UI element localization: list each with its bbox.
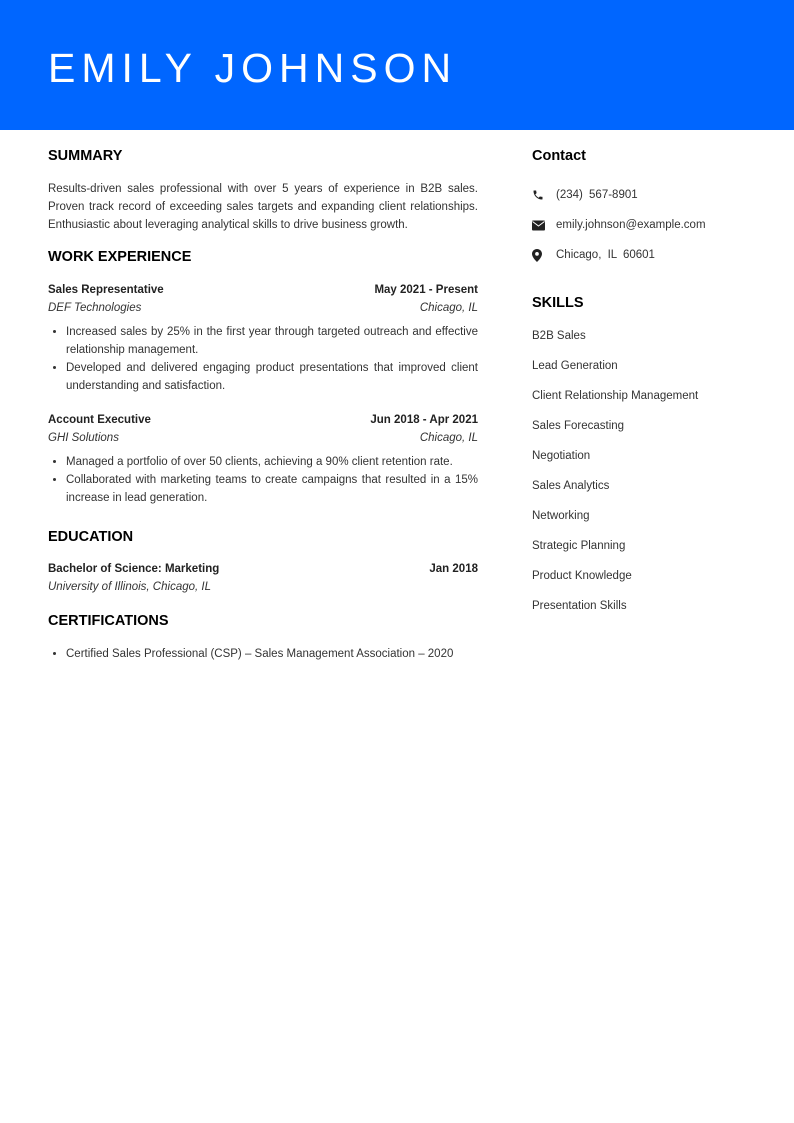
skills-heading: SKILLS [532, 295, 584, 311]
graduation-date: Jan 2018 [429, 563, 478, 575]
job-entry [48, 281, 478, 395]
job-company-row [48, 299, 478, 317]
skills-section [532, 293, 772, 615]
contact-email[interactable]: emily.johnson@example.com [556, 219, 706, 231]
job-bullet: • Collaborated with marketing teams to create campaigns that resulted in a 15% increase in lead generation. [66, 471, 478, 507]
education-heading: EDUCATION [48, 529, 134, 545]
main-column [48, 146, 478, 663]
job-header-row [48, 411, 478, 429]
job-company: DEF Technologies [48, 302, 142, 314]
summary-section [48, 146, 478, 234]
education-header-row [48, 560, 478, 578]
skill-item: Client Relationship Management [532, 390, 699, 402]
job-bullet: • Developed and delivered engaging product presentations that improved client understanding and satisfaction. [66, 359, 478, 395]
summary-heading: SUMMARY [48, 148, 123, 164]
envelope-icon [532, 218, 546, 232]
work-experience-heading: WORK EXPERIENCE [48, 249, 192, 265]
contact-location-row [532, 246, 772, 264]
job-bullet: • Increased sales by 25% in the first year through targeted outreach and effective relationship management. [66, 323, 478, 359]
skill-item: Product Knowledge [532, 570, 632, 582]
skill-item: Sales Forecasting [532, 420, 625, 432]
work-experience-section [48, 247, 478, 507]
summary-text: Results-driven sales professional with over 5 years of experience in B2B sales. Proven track record of exceeding sales targets and expanding client relationships. Enthusiastic about leveraging analytical skills to drive business growth. [48, 183, 478, 231]
job-company-row [48, 429, 478, 447]
phone-icon [532, 188, 546, 202]
degree: Bachelor of Science: Marketing [48, 563, 220, 575]
skill-item: Networking [532, 510, 590, 522]
education-entry [48, 560, 478, 596]
job-title: Sales Representative [48, 284, 164, 296]
contact-phone: (234) 567-8901 [556, 189, 638, 201]
skill-item: B2B Sales [532, 330, 586, 342]
education-section [48, 527, 478, 596]
map-pin-icon [532, 248, 546, 262]
job-entry [48, 411, 478, 507]
certifications-section [48, 611, 478, 663]
contact-phone-row [532, 186, 772, 204]
job-location: Chicago, IL [419, 432, 478, 444]
job-dates: Jun 2018 - Apr 2021 [370, 414, 478, 426]
job-bullets [48, 453, 478, 507]
sidebar-column [532, 146, 772, 615]
candidate-name: EMILY JOHNSON [48, 45, 458, 91]
job-title: Account Executive [48, 414, 151, 426]
certifications-list [48, 645, 478, 663]
job-company: GHI Solutions [48, 432, 119, 444]
job-dates: May 2021 - Present [374, 284, 478, 296]
contact-section [532, 146, 772, 264]
job-bullet: • Managed a portfolio of over 50 clients, achieving a 90% client retention rate. [66, 453, 478, 471]
skill-item: Sales Analytics [532, 480, 610, 492]
skill-item: Lead Generation [532, 360, 618, 372]
contact-heading: Contact [532, 148, 586, 164]
skills-list [532, 327, 772, 615]
skill-item: Presentation Skills [532, 600, 627, 612]
education-school-row [48, 578, 478, 596]
certification-item: • Certified Sales Professional (CSP) – Sales Management Association – 2020 [66, 645, 478, 663]
job-bullets [48, 323, 478, 395]
contact-location: Chicago, IL 60601 [556, 249, 655, 261]
job-location: Chicago, IL [419, 302, 478, 314]
skill-item: Strategic Planning [532, 540, 626, 552]
contact-email-row [532, 216, 772, 234]
header-banner [0, 0, 794, 130]
school: University of Illinois, Chicago, IL [48, 581, 211, 593]
skill-item: Negotiation [532, 450, 591, 462]
job-header-row [48, 281, 478, 299]
certifications-heading: CERTIFICATIONS [48, 613, 169, 629]
